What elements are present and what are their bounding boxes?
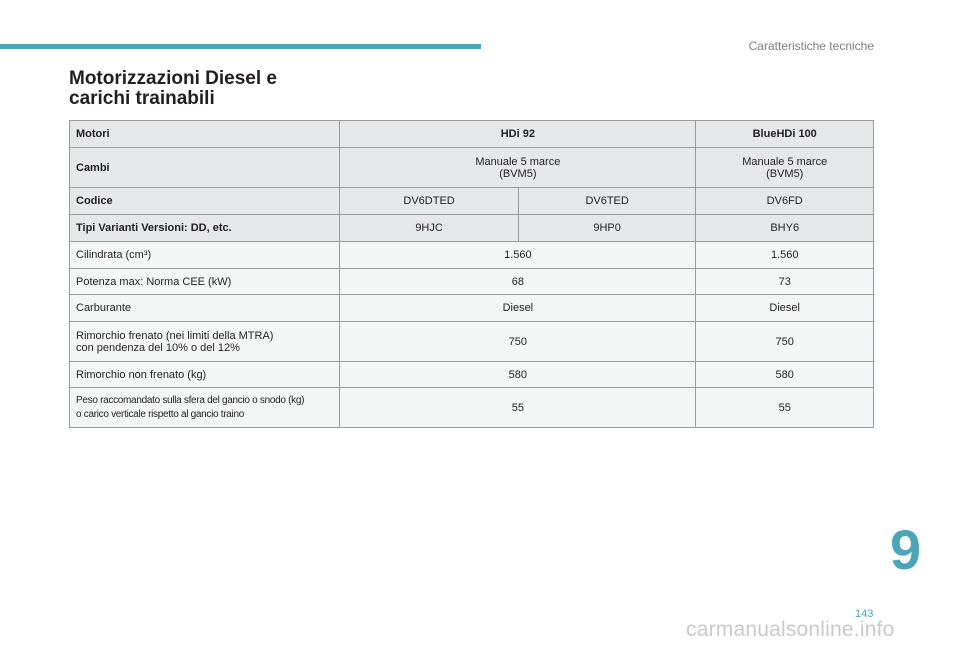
cell-carburante-2: Diesel xyxy=(696,295,874,322)
row-label-rimorchio-frenato-line-2: con pendenza del 10% o del 12% xyxy=(76,341,240,354)
row-label-codice: Codice xyxy=(70,188,340,215)
cell-codice-b: DV6TED xyxy=(518,188,696,215)
page-title xyxy=(69,69,469,109)
row-label-cambi: Cambi xyxy=(70,148,340,188)
cell-rimorchio-frenato-1: 750 xyxy=(340,322,696,362)
cell-motori-hdi92: HDi 92 xyxy=(340,121,696,148)
cell-peso-2: 55 xyxy=(696,388,874,428)
watermark: carmanualsonline.info xyxy=(686,618,895,641)
cell-cambi-1 xyxy=(340,148,696,188)
cell-potenza-2: 73 xyxy=(696,269,874,295)
table-row-peso xyxy=(70,388,874,428)
table-row-rimorchio-non-frenato xyxy=(70,362,874,388)
cell-cambi-2 xyxy=(696,148,874,188)
chapter-number: 9 xyxy=(890,518,922,581)
page-title-line-1: Motorizzazioni Diesel e xyxy=(69,68,277,89)
cell-tipi-a: 9HJC xyxy=(340,215,519,242)
cell-motori-bluehdi100: BlueHDi 100 xyxy=(696,121,874,148)
page-title-line-2: carichi trainabili xyxy=(69,88,215,109)
row-label-peso-line-1: Peso raccomandato sulla sfera del gancio o snodo (kg) xyxy=(76,394,305,406)
row-label-rimorchio-non-frenato: Rimorchio non frenato (kg) xyxy=(70,362,340,388)
cell-potenza-1: 68 xyxy=(340,269,696,295)
cell-cambi-2-line-2: (BVM5) xyxy=(766,167,804,180)
row-label-peso-line-2: o carico verticale rispetto al gancio traino xyxy=(76,408,245,420)
cell-cambi-2-line-1: Manuale 5 marce xyxy=(742,155,828,168)
cell-cilindrata-2: 1.560 xyxy=(696,242,874,269)
cell-cambi-1-line-1: Manuale 5 marce xyxy=(475,155,561,168)
cell-rimorchio-non-frenato-1: 580 xyxy=(340,362,696,388)
row-label-rimorchio-frenato-line-1: Rimorchio frenato (nei limiti della MTRA) xyxy=(76,329,274,342)
table-row-tipi xyxy=(70,215,874,242)
row-label-carburante: Carburante xyxy=(70,295,340,322)
row-label-motori: Motori xyxy=(70,121,340,148)
row-label-rimorchio-frenato xyxy=(70,322,340,362)
table-row-codice xyxy=(70,188,874,215)
page-number: 143 xyxy=(855,608,874,620)
cell-codice-a: DV6DTED xyxy=(340,188,519,215)
cell-rimorchio-non-frenato-2: 580 xyxy=(696,362,874,388)
cell-carburante-1: Diesel xyxy=(340,295,696,322)
cell-rimorchio-frenato-2: 750 xyxy=(696,322,874,362)
table-row-cambi xyxy=(70,148,874,188)
section-title: Caratteristiche tecniche xyxy=(748,39,874,53)
engine-spec-table xyxy=(69,120,874,428)
cell-codice-c: DV6FD xyxy=(696,188,874,215)
row-label-cilindrata: Cilindrata (cm³) xyxy=(70,242,340,269)
cell-peso-1: 55 xyxy=(340,388,696,428)
cell-cambi-1-line-2: (BVM5) xyxy=(499,167,537,180)
cell-cilindrata-1: 1.560 xyxy=(340,242,696,269)
table-row-rimorchio-frenato xyxy=(70,322,874,362)
table-row-carburante xyxy=(70,295,874,322)
header-accent-bar xyxy=(0,44,481,49)
row-label-tipi: Tipi Varianti Versioni: DD, etc. xyxy=(70,215,340,242)
table-row-cilindrata xyxy=(70,242,874,269)
cell-tipi-b: 9HP0 xyxy=(518,215,696,242)
table-row-motori xyxy=(70,121,874,148)
row-label-potenza: Potenza max: Norma CEE (kW) xyxy=(70,269,340,295)
row-label-peso xyxy=(70,388,340,428)
cell-tipi-c: BHY6 xyxy=(696,215,874,242)
table-row-potenza xyxy=(70,269,874,295)
